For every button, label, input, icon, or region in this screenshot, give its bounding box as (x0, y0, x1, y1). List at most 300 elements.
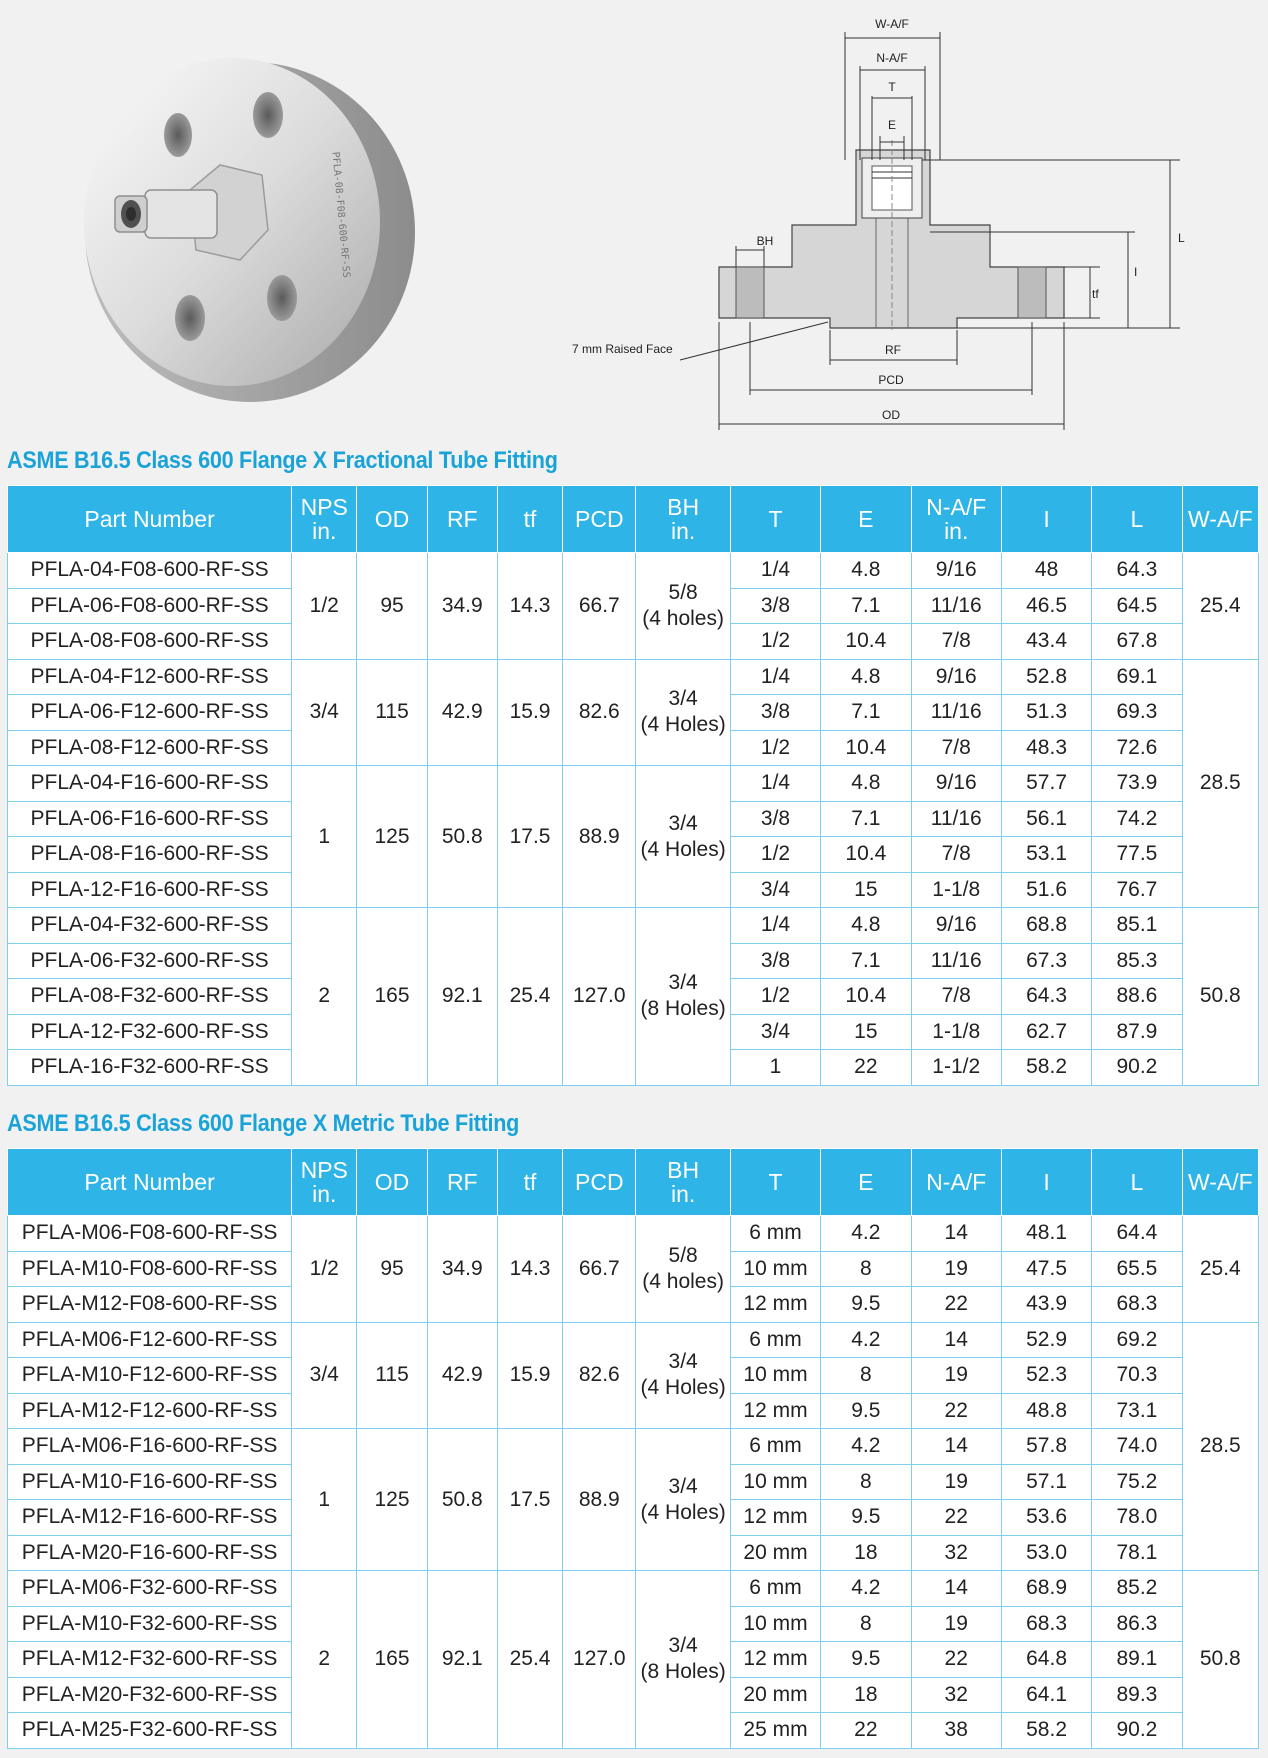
column-header: PCD (563, 1149, 636, 1216)
nps-cell: 3/4 (292, 1322, 357, 1429)
rf-cell: 92.1 (427, 908, 497, 1086)
l-cell: 73.1 (1092, 1393, 1182, 1429)
column-header: OD (357, 1149, 427, 1216)
naf-cell: 9/16 (911, 553, 1001, 589)
pcd-cell: 88.9 (563, 766, 636, 908)
part-number-cell: PFLA-04-F16-600-RF-SS (8, 766, 292, 802)
metric-spec-table (7, 1148, 1259, 1749)
pcd-cell: 127.0 (563, 908, 636, 1086)
e-cell: 18 (821, 1535, 911, 1571)
i-cell: 57.8 (1001, 1429, 1091, 1465)
bh-line: 3/4 (668, 1474, 698, 1498)
table-row (8, 908, 1259, 944)
nps-cell: 1 (292, 1429, 357, 1571)
e-cell: 10.4 (821, 730, 911, 766)
l-cell: 73.9 (1092, 766, 1182, 802)
nps-cell: 1 (292, 766, 357, 908)
column-header: N-A/F (911, 1149, 1001, 1216)
i-cell: 58.2 (1001, 1713, 1091, 1749)
e-cell: 9.5 (821, 1287, 911, 1323)
t-cell: 1/4 (730, 908, 820, 944)
e-cell: 18 (821, 1677, 911, 1713)
naf-cell: 14 (911, 1429, 1001, 1465)
bh-line: 3/4 (668, 971, 698, 995)
bh-line: (4 Holes) (640, 1500, 726, 1524)
table-row (8, 553, 1259, 589)
part-number-cell: PFLA-M10-F16-600-RF-SS (8, 1464, 292, 1500)
naf-cell: 38 (911, 1713, 1001, 1749)
e-cell: 7.1 (821, 801, 911, 837)
i-cell: 47.5 (1001, 1251, 1091, 1287)
product-marking: PFLA-08-F08-600-RF-SS (329, 151, 352, 279)
rf-cell: 50.8 (427, 1429, 497, 1571)
part-number-cell: PFLA-04-F32-600-RF-SS (8, 908, 292, 944)
part-number-cell: PFLA-08-F16-600-RF-SS (8, 837, 292, 873)
t-cell: 3/8 (730, 695, 820, 731)
bh-line: (4 holes) (642, 1269, 724, 1293)
od-cell: 95 (357, 553, 427, 660)
waf-cell: 25.4 (1182, 553, 1258, 660)
column-header: I (1001, 1149, 1091, 1216)
part-number-cell: PFLA-08-F12-600-RF-SS (8, 730, 292, 766)
i-cell: 48 (1001, 553, 1091, 589)
t-cell: 10 mm (730, 1606, 820, 1642)
rf-cell: 42.9 (427, 1322, 497, 1429)
e-cell: 10.4 (821, 979, 911, 1015)
column-header: I (1001, 486, 1091, 553)
label-od: OD (882, 408, 900, 422)
naf-cell: 9/16 (911, 908, 1001, 944)
e-cell: 22 (821, 1713, 911, 1749)
e-cell: 4.8 (821, 766, 911, 802)
l-cell: 69.3 (1092, 695, 1182, 731)
l-cell: 69.1 (1092, 659, 1182, 695)
od-cell: 95 (357, 1216, 427, 1323)
od-cell: 165 (357, 908, 427, 1086)
table-row (8, 766, 1259, 802)
i-cell: 68.9 (1001, 1571, 1091, 1607)
od-cell: 125 (357, 766, 427, 908)
naf-cell: 1-1/8 (911, 1014, 1001, 1050)
l-cell: 64.3 (1092, 553, 1182, 589)
column-header: T (730, 486, 820, 553)
bh-cell (636, 1429, 730, 1571)
e-cell: 4.2 (821, 1571, 911, 1607)
tf-cell: 15.9 (497, 659, 562, 766)
od-cell: 125 (357, 1429, 427, 1571)
e-cell: 4.8 (821, 553, 911, 589)
naf-cell: 14 (911, 1216, 1001, 1252)
waf-cell: 28.5 (1182, 659, 1258, 908)
t-cell: 1/4 (730, 553, 820, 589)
l-cell: 67.8 (1092, 624, 1182, 660)
tf-cell: 25.4 (497, 1571, 562, 1749)
column-header: T (730, 1149, 820, 1216)
fractional-table-title: ASME B16.5 Class 600 Flange X Fractional Tube Fitting (7, 447, 558, 474)
i-cell: 48.8 (1001, 1393, 1091, 1429)
tf-cell: 25.4 (497, 908, 562, 1086)
t-cell: 10 mm (730, 1464, 820, 1500)
l-cell: 68.3 (1092, 1287, 1182, 1323)
l-cell: 78.0 (1092, 1500, 1182, 1536)
i-cell: 43.4 (1001, 624, 1091, 660)
t-cell: 1/4 (730, 659, 820, 695)
t-cell: 6 mm (730, 1571, 820, 1607)
bh-cell (636, 1216, 730, 1323)
bh-line: 3/4 (668, 687, 698, 711)
column-header: BH in. (636, 1149, 730, 1216)
t-cell: 12 mm (730, 1393, 820, 1429)
naf-cell: 11/16 (911, 801, 1001, 837)
column-header: E (821, 1149, 911, 1216)
bh-line: 5/8 (668, 580, 698, 604)
e-cell: 8 (821, 1464, 911, 1500)
column-header: N-A/F in. (911, 486, 1001, 553)
part-number-cell: PFLA-06-F12-600-RF-SS (8, 695, 292, 731)
t-cell: 20 mm (730, 1677, 820, 1713)
naf-cell: 19 (911, 1358, 1001, 1394)
naf-cell: 32 (911, 1677, 1001, 1713)
nps-cell: 1/2 (292, 1216, 357, 1323)
l-cell: 69.2 (1092, 1322, 1182, 1358)
column-header: PCD (563, 486, 636, 553)
t-cell: 1/2 (730, 837, 820, 873)
l-cell: 64.4 (1092, 1216, 1182, 1252)
nps-cell: 2 (292, 1571, 357, 1749)
e-cell: 9.5 (821, 1642, 911, 1678)
naf-cell: 32 (911, 1535, 1001, 1571)
naf-cell: 19 (911, 1606, 1001, 1642)
part-number-cell: PFLA-M20-F32-600-RF-SS (8, 1677, 292, 1713)
part-number-cell: PFLA-M10-F12-600-RF-SS (8, 1358, 292, 1394)
naf-cell: 9/16 (911, 766, 1001, 802)
od-cell: 165 (357, 1571, 427, 1749)
rf-cell: 92.1 (427, 1571, 497, 1749)
naf-cell: 19 (911, 1251, 1001, 1287)
i-cell: 53.1 (1001, 837, 1091, 873)
t-cell: 6 mm (730, 1322, 820, 1358)
naf-cell: 11/16 (911, 588, 1001, 624)
label-e: E (887, 118, 897, 132)
e-cell: 9.5 (821, 1500, 911, 1536)
table-row (8, 1322, 1259, 1358)
l-cell: 89.1 (1092, 1642, 1182, 1678)
t-cell: 10 mm (730, 1251, 820, 1287)
l-cell: 75.2 (1092, 1464, 1182, 1500)
part-number-cell: PFLA-06-F32-600-RF-SS (8, 943, 292, 979)
bh-cell (636, 766, 730, 908)
bh-cell (636, 659, 730, 766)
pcd-cell: 66.7 (563, 553, 636, 660)
bh-line: (8 Holes) (640, 1660, 726, 1684)
part-number-cell: PFLA-08-F08-600-RF-SS (8, 624, 292, 660)
column-header: Part Number (8, 486, 292, 553)
e-cell: 15 (821, 1014, 911, 1050)
part-number-cell: PFLA-M12-F16-600-RF-SS (8, 1500, 292, 1536)
e-cell: 8 (821, 1358, 911, 1394)
part-number-cell: PFLA-M06-F08-600-RF-SS (8, 1216, 292, 1252)
e-cell: 10.4 (821, 624, 911, 660)
od-cell: 115 (357, 659, 427, 766)
label-t: T (888, 80, 896, 94)
part-number-cell: PFLA-M25-F32-600-RF-SS (8, 1713, 292, 1749)
waf-cell: 50.8 (1182, 908, 1258, 1086)
bh-line: 3/4 (668, 1350, 698, 1374)
t-cell: 3/8 (730, 588, 820, 624)
l-cell: 85.2 (1092, 1571, 1182, 1607)
i-cell: 52.3 (1001, 1358, 1091, 1394)
i-cell: 53.6 (1001, 1500, 1091, 1536)
t-cell: 3/8 (730, 943, 820, 979)
i-cell: 48.1 (1001, 1216, 1091, 1252)
part-number-cell: PFLA-M10-F08-600-RF-SS (8, 1251, 292, 1287)
waf-cell: 28.5 (1182, 1322, 1258, 1571)
column-header: OD (357, 486, 427, 553)
l-cell: 85.3 (1092, 943, 1182, 979)
i-cell: 52.8 (1001, 659, 1091, 695)
metric-table-title: ASME B16.5 Class 600 Flange X Metric Tube Fitting (7, 1110, 520, 1137)
part-number-cell: PFLA-M12-F12-600-RF-SS (8, 1393, 292, 1429)
product-photo (84, 58, 415, 402)
t-cell: 3/4 (730, 1014, 820, 1050)
bh-line: (4 Holes) (640, 837, 726, 861)
naf-cell: 7/8 (911, 624, 1001, 660)
bh-line: (4 Holes) (640, 1376, 726, 1400)
naf-cell: 1-1/2 (911, 1050, 1001, 1086)
part-number-cell: PFLA-06-F16-600-RF-SS (8, 801, 292, 837)
part-number-cell: PFLA-M10-F32-600-RF-SS (8, 1606, 292, 1642)
t-cell: 12 mm (730, 1500, 820, 1536)
hero-illustration (0, 0, 1268, 440)
column-header: RF (427, 486, 497, 553)
label-tf: tf (1092, 287, 1099, 301)
waf-cell: 50.8 (1182, 1571, 1258, 1749)
i-cell: 46.5 (1001, 588, 1091, 624)
t-cell: 3/8 (730, 801, 820, 837)
l-cell: 70.3 (1092, 1358, 1182, 1394)
t-cell: 1/2 (730, 979, 820, 1015)
i-cell: 52.9 (1001, 1322, 1091, 1358)
pcd-cell: 88.9 (563, 1429, 636, 1571)
e-cell: 4.8 (821, 908, 911, 944)
l-cell: 77.5 (1092, 837, 1182, 873)
bh-line: 3/4 (668, 811, 698, 835)
i-cell: 64.3 (1001, 979, 1091, 1015)
part-number-cell: PFLA-12-F16-600-RF-SS (8, 872, 292, 908)
t-cell: 1/4 (730, 766, 820, 802)
naf-cell: 11/16 (911, 695, 1001, 731)
e-cell: 4.2 (821, 1322, 911, 1358)
l-cell: 74.2 (1092, 801, 1182, 837)
table-row (8, 1571, 1259, 1607)
i-cell: 51.6 (1001, 872, 1091, 908)
tf-cell: 17.5 (497, 1429, 562, 1571)
nps-cell: 1/2 (292, 553, 357, 660)
i-cell: 64.1 (1001, 1677, 1091, 1713)
od-cell: 115 (357, 1322, 427, 1429)
column-header: tf (497, 486, 562, 553)
t-cell: 1/2 (730, 624, 820, 660)
l-cell: 74.0 (1092, 1429, 1182, 1465)
rf-cell: 34.9 (427, 553, 497, 660)
label-l: L (1178, 231, 1185, 245)
naf-cell: 22 (911, 1287, 1001, 1323)
label-i: I (1134, 265, 1138, 279)
i-cell: 51.3 (1001, 695, 1091, 731)
e-cell: 15 (821, 872, 911, 908)
i-cell: 56.1 (1001, 801, 1091, 837)
e-cell: 22 (821, 1050, 911, 1086)
column-header: W-A/F (1182, 486, 1258, 553)
bh-cell (636, 1571, 730, 1749)
part-number-cell: PFLA-06-F08-600-RF-SS (8, 588, 292, 624)
part-number-cell: PFLA-M06-F32-600-RF-SS (8, 1571, 292, 1607)
i-cell: 68.8 (1001, 908, 1091, 944)
naf-cell: 11/16 (911, 943, 1001, 979)
l-cell: 64.5 (1092, 588, 1182, 624)
i-cell: 43.9 (1001, 1287, 1091, 1323)
part-number-cell: PFLA-04-F12-600-RF-SS (8, 659, 292, 695)
bh-line: 3/4 (668, 1634, 698, 1658)
e-cell: 4.2 (821, 1216, 911, 1252)
l-cell: 86.3 (1092, 1606, 1182, 1642)
l-cell: 88.6 (1092, 979, 1182, 1015)
column-header: E (821, 486, 911, 553)
e-cell: 4.2 (821, 1429, 911, 1465)
naf-cell: 7/8 (911, 730, 1001, 766)
pcd-cell: 127.0 (563, 1571, 636, 1749)
table-row (8, 659, 1259, 695)
fractional-spec-table (7, 485, 1259, 1086)
nps-cell: 2 (292, 908, 357, 1086)
i-cell: 57.1 (1001, 1464, 1091, 1500)
column-header: tf (497, 1149, 562, 1216)
label-raised-face: 7 mm Raised Face (572, 342, 673, 356)
i-cell: 68.3 (1001, 1606, 1091, 1642)
bh-line: 5/8 (668, 1243, 698, 1267)
naf-cell: 7/8 (911, 837, 1001, 873)
t-cell: 3/4 (730, 872, 820, 908)
nps-cell: 3/4 (292, 659, 357, 766)
t-cell: 20 mm (730, 1535, 820, 1571)
rf-cell: 42.9 (427, 659, 497, 766)
t-cell: 25 mm (730, 1713, 820, 1749)
bh-cell (636, 908, 730, 1086)
pcd-cell: 82.6 (563, 659, 636, 766)
i-cell: 48.3 (1001, 730, 1091, 766)
t-cell: 6 mm (730, 1429, 820, 1465)
t-cell: 10 mm (730, 1358, 820, 1394)
e-cell: 9.5 (821, 1393, 911, 1429)
e-cell: 10.4 (821, 837, 911, 873)
tf-cell: 15.9 (497, 1322, 562, 1429)
rf-cell: 34.9 (427, 1216, 497, 1323)
table-row (8, 1429, 1259, 1465)
l-cell: 90.2 (1092, 1050, 1182, 1086)
column-header: Part Number (8, 1149, 292, 1216)
bh-line: (4 holes) (642, 606, 724, 630)
i-cell: 64.8 (1001, 1642, 1091, 1678)
bh-line: (8 Holes) (640, 997, 726, 1021)
e-cell: 4.8 (821, 659, 911, 695)
technical-drawing (680, 32, 1180, 430)
part-number-cell: PFLA-M12-F08-600-RF-SS (8, 1287, 292, 1323)
e-cell: 7.1 (821, 695, 911, 731)
table-header-row (8, 486, 1259, 553)
table-row (8, 1216, 1259, 1252)
e-cell: 7.1 (821, 943, 911, 979)
part-number-cell: PFLA-04-F08-600-RF-SS (8, 553, 292, 589)
e-cell: 8 (821, 1606, 911, 1642)
naf-cell: 22 (911, 1393, 1001, 1429)
l-cell: 89.3 (1092, 1677, 1182, 1713)
part-number-cell: PFLA-16-F32-600-RF-SS (8, 1050, 292, 1086)
column-header: BH in. (636, 486, 730, 553)
bh-line: (4 Holes) (640, 713, 726, 737)
t-cell: 6 mm (730, 1216, 820, 1252)
pcd-cell: 82.6 (563, 1322, 636, 1429)
column-header: NPS in. (292, 486, 357, 553)
rf-cell: 50.8 (427, 766, 497, 908)
naf-cell: 22 (911, 1500, 1001, 1536)
t-cell: 1/2 (730, 730, 820, 766)
part-number-cell: PFLA-M20-F16-600-RF-SS (8, 1535, 292, 1571)
part-number-cell: PFLA-08-F32-600-RF-SS (8, 979, 292, 1015)
l-cell: 72.6 (1092, 730, 1182, 766)
bh-cell (636, 553, 730, 660)
i-cell: 53.0 (1001, 1535, 1091, 1571)
tf-cell: 14.3 (497, 553, 562, 660)
waf-cell: 25.4 (1182, 1216, 1258, 1323)
e-cell: 8 (821, 1251, 911, 1287)
i-cell: 67.3 (1001, 943, 1091, 979)
e-cell: 7.1 (821, 588, 911, 624)
l-cell: 90.2 (1092, 1713, 1182, 1749)
table-header-row (8, 1149, 1259, 1216)
l-cell: 85.1 (1092, 908, 1182, 944)
t-cell: 1 (730, 1050, 820, 1086)
column-header: L (1092, 1149, 1182, 1216)
label-rf: RF (885, 343, 901, 357)
label-n-af: N-A/F (876, 51, 908, 65)
column-header: RF (427, 1149, 497, 1216)
part-number-cell: PFLA-M06-F12-600-RF-SS (8, 1322, 292, 1358)
tf-cell: 17.5 (497, 766, 562, 908)
i-cell: 57.7 (1001, 766, 1091, 802)
tf-cell: 14.3 (497, 1216, 562, 1323)
i-cell: 58.2 (1001, 1050, 1091, 1086)
l-cell: 65.5 (1092, 1251, 1182, 1287)
i-cell: 62.7 (1001, 1014, 1091, 1050)
naf-cell: 19 (911, 1464, 1001, 1500)
column-header: NPS in. (292, 1149, 357, 1216)
label-w-af: W-A/F (875, 17, 909, 31)
column-header: W-A/F (1182, 1149, 1258, 1216)
naf-cell: 14 (911, 1322, 1001, 1358)
column-header: L (1092, 486, 1182, 553)
naf-cell: 7/8 (911, 979, 1001, 1015)
part-number-cell: PFLA-12-F32-600-RF-SS (8, 1014, 292, 1050)
l-cell: 78.1 (1092, 1535, 1182, 1571)
part-number-cell: PFLA-M12-F32-600-RF-SS (8, 1642, 292, 1678)
label-pcd: PCD (878, 373, 904, 387)
l-cell: 76.7 (1092, 872, 1182, 908)
t-cell: 12 mm (730, 1642, 820, 1678)
naf-cell: 9/16 (911, 659, 1001, 695)
naf-cell: 22 (911, 1642, 1001, 1678)
naf-cell: 14 (911, 1571, 1001, 1607)
l-cell: 87.9 (1092, 1014, 1182, 1050)
